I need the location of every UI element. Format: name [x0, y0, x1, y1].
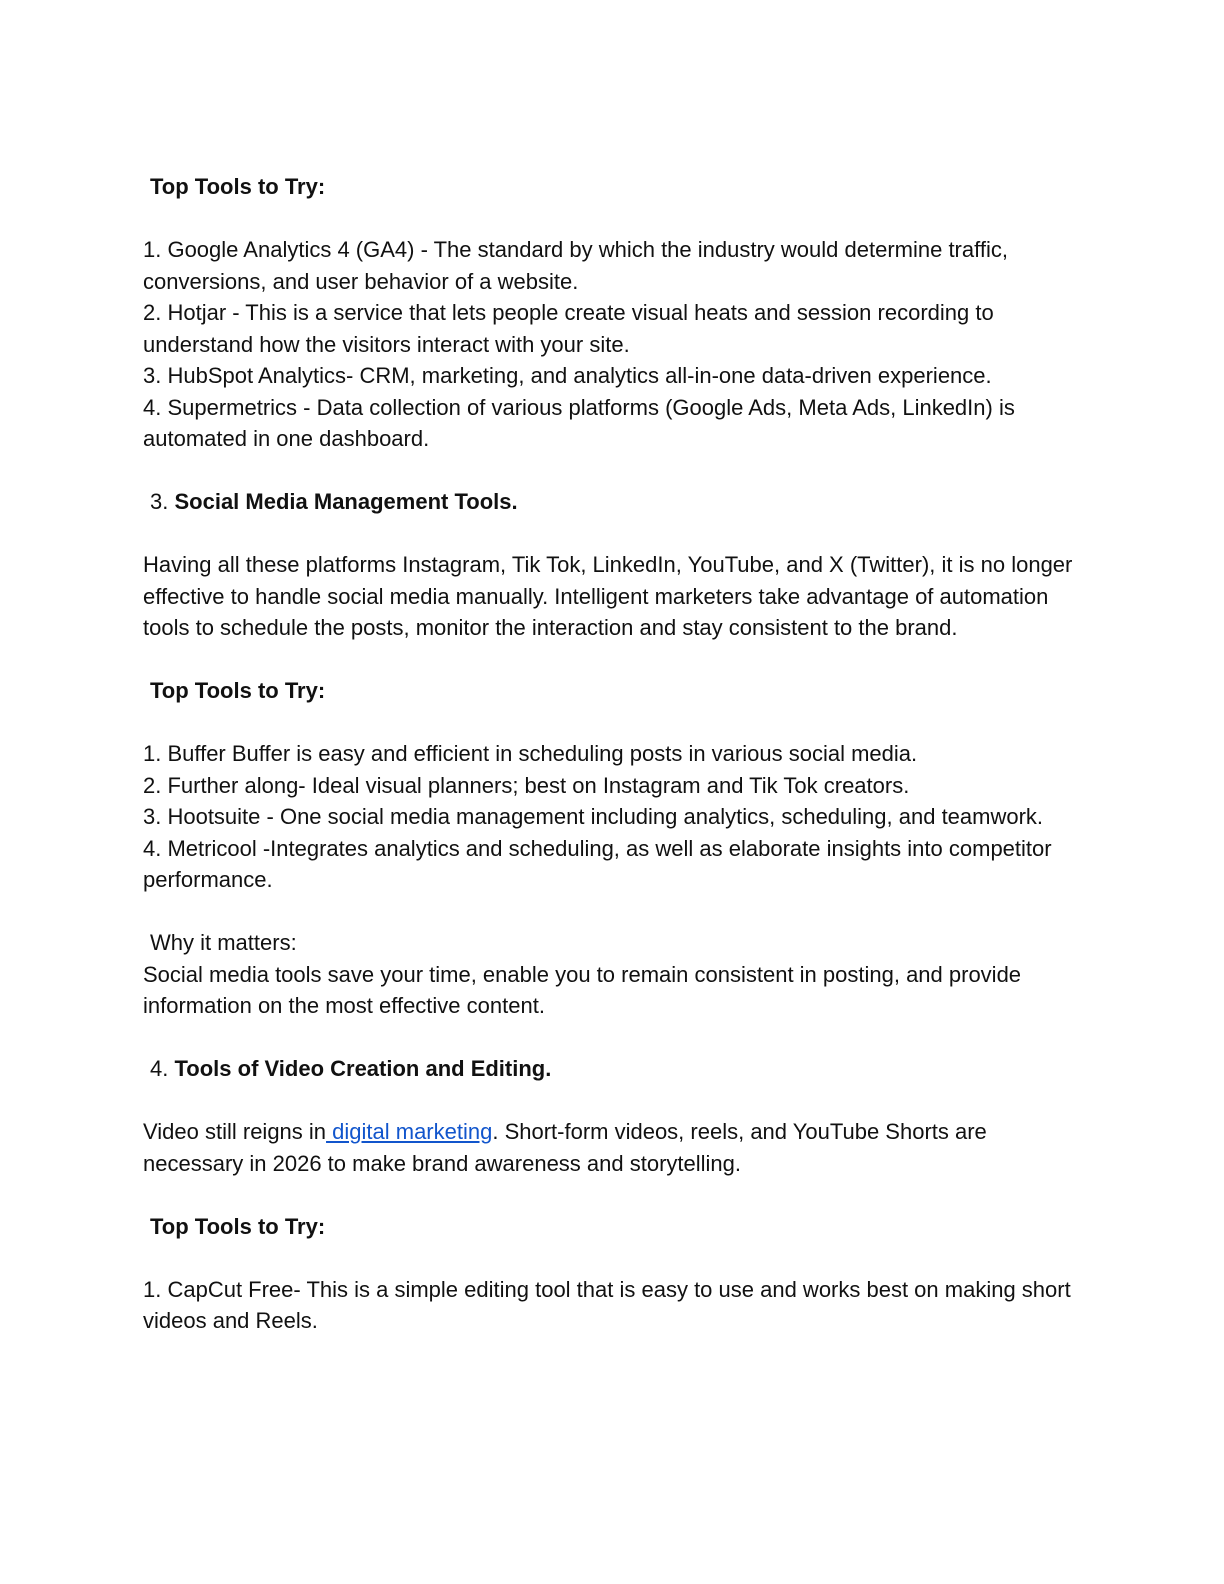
spacer: [143, 1179, 1073, 1211]
list-item: 3. Hootsuite - One social media management including analytics, scheduling, and teamwork.: [143, 804, 1044, 829]
spacer: [143, 1242, 1073, 1274]
top-tools-heading-2: Top Tools to Try:: [150, 678, 326, 703]
social-media-paragraph: Having all these platforms Instagram, Tik Tok, LinkedIn, YouTube, and X (Twitter), it is no longer effective to handle social media manually. Intelligent marketers take advantage of automation tools to schedule the posts, monitor the interaction and stay consistent to the brand.: [143, 552, 1073, 640]
video-text-before-link: Video still reigns in: [143, 1119, 327, 1144]
top-tools-heading-1: Top Tools to Try:: [150, 174, 326, 199]
section-number: 4.: [150, 1056, 169, 1081]
list-item: 1. Google Analytics 4 (GA4) - The standard by which the industry would determine traffic, conversions, and user behavior of a website.: [143, 237, 1008, 294]
list-item: 1. CapCut Free- This is a simple editing tool that is easy to use and works best on making short videos and Reels.: [143, 1276, 1071, 1333]
video-text-after-link: . Short-form videos, reels, and YouTube Shorts are necessary in 2026 to make brand awareness and storytelling.: [143, 1119, 987, 1176]
spacer: [143, 707, 1073, 739]
list-item: 3. HubSpot Analytics- CRM, marketing, and analytics all-in-one data-driven experience.: [143, 363, 992, 388]
spacer: [143, 1085, 1073, 1117]
list-item: 1. Buffer Buffer is easy and efficient in scheduling posts in various social media.: [143, 741, 918, 766]
list-item: 2. Hotjar - This is a service that lets people create visual heats and session recording to understand how the visitors interact with your site.: [143, 300, 994, 357]
video-paragraph: [143, 1116, 1073, 1179]
top-tools-heading-3: Top Tools to Try:: [150, 1213, 326, 1239]
section-title: Tools of Video Creation and Editing.: [174, 1056, 552, 1081]
spacer: [143, 896, 1073, 928]
spacer: [143, 644, 1073, 676]
digital-marketing-link[interactable]: digital marketing: [326, 1119, 493, 1144]
why-it-matters-paragraph: Social media tools save your time, enable you to remain consistent in posting, and provide information on the most effective content.: [143, 961, 1022, 1018]
list-item: 4. Supermetrics - Data collection of various platforms (Google Ads, Meta Ads, LinkedIn) is automated in one dashboard.: [143, 394, 1015, 451]
spacer: [143, 203, 1073, 235]
list-item: 4. Metricool -Integrates analytics and scheduling, as well as elaborate insights into competitor performance.: [143, 835, 1052, 892]
section-title: Social Media Management Tools.: [174, 489, 518, 514]
spacer: [143, 1022, 1073, 1054]
section-heading-social-media: [143, 486, 1073, 518]
document-page: [143, 171, 1073, 1337]
list-item: 2. Further along- Ideal visual planners; best on Instagram and Tik Tok creators.: [143, 772, 910, 798]
spacer: [143, 455, 1073, 487]
section-heading-video: [143, 1053, 1073, 1085]
section-number: 3.: [150, 489, 169, 514]
why-it-matters-label: Why it matters:: [150, 930, 297, 955]
spacer: [143, 518, 1073, 550]
